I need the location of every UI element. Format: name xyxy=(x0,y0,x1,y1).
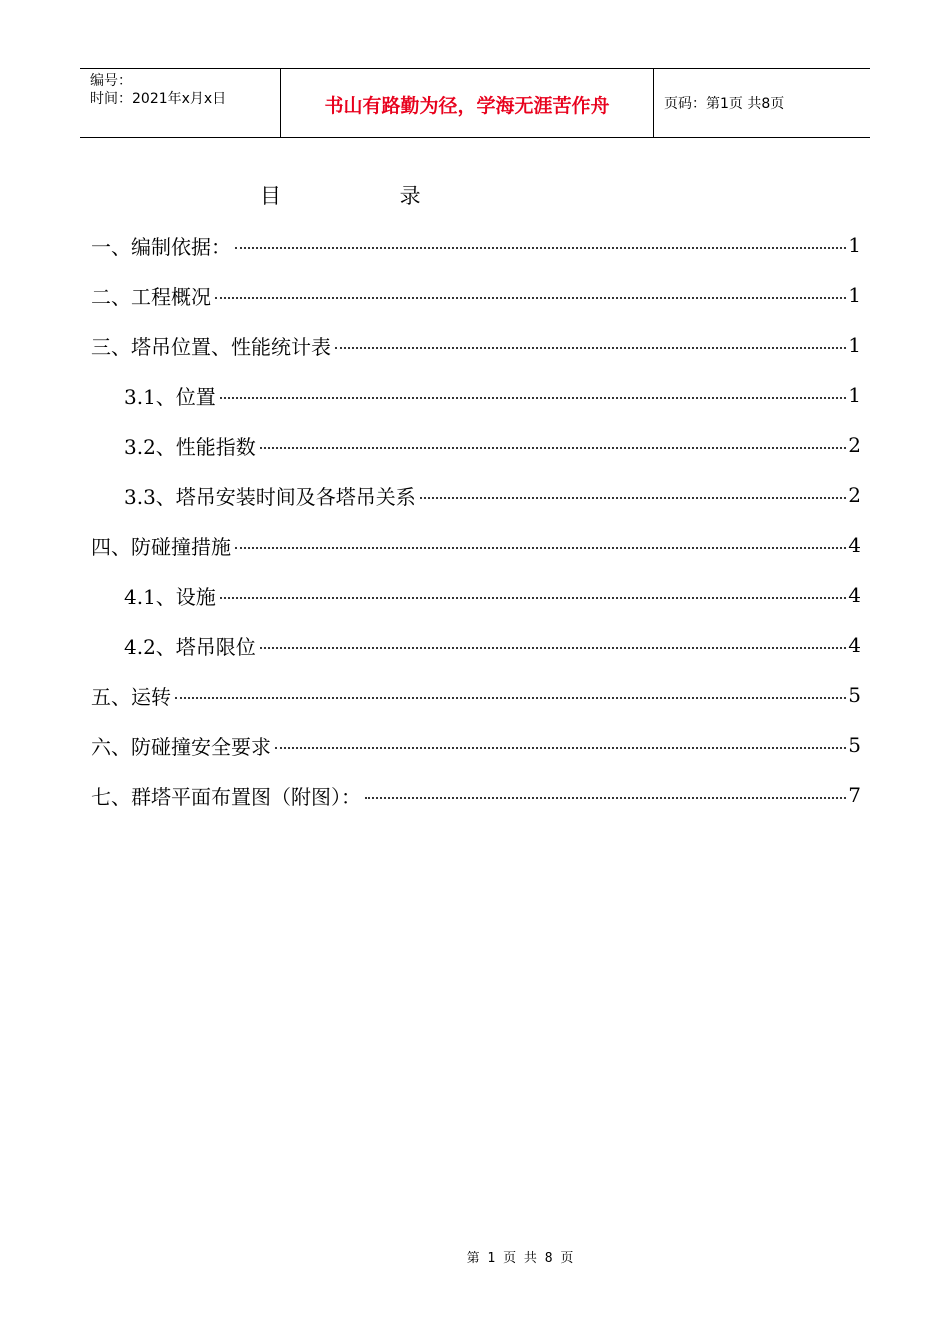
document-date-label: 时间：2021年x月x日 xyxy=(90,91,227,107)
toc-entry-label: 3.3、塔吊安装时间及各塔吊关系 xyxy=(124,484,416,509)
toc-entry-page: 4 xyxy=(848,583,861,607)
toc-entry-label: 七、群塔平面布置图（附图）： xyxy=(91,784,361,809)
toc-dot-leader xyxy=(175,697,846,699)
toc-entry[interactable] xyxy=(91,370,861,420)
toc-entry-label: 五、运转 xyxy=(91,684,171,709)
toc-entry[interactable] xyxy=(91,570,861,620)
toc-entry-label: 一、编制依据： xyxy=(91,234,231,259)
toc-entry[interactable] xyxy=(91,620,861,670)
toc-entry-page: 1 xyxy=(848,233,861,257)
toc-dot-leader xyxy=(260,447,846,449)
toc-entry[interactable] xyxy=(91,220,861,270)
toc-dot-leader xyxy=(235,547,846,549)
toc-entry-page: 2 xyxy=(848,483,861,507)
toc-entry-page: 4 xyxy=(848,633,861,657)
toc-entry-label: 4.1、设施 xyxy=(124,584,216,609)
document-number-label: 编号： xyxy=(90,73,132,89)
toc-entry-page: 7 xyxy=(848,783,861,807)
page-footer: 第 1 页 共 8 页 xyxy=(466,1251,574,1266)
toc-dot-leader xyxy=(220,397,846,399)
toc-entry[interactable] xyxy=(91,320,861,370)
toc-entry[interactable] xyxy=(91,520,861,570)
page-header xyxy=(80,68,870,138)
toc-entry[interactable] xyxy=(91,420,861,470)
toc-entry-page: 4 xyxy=(848,533,861,557)
toc-entry-page: 1 xyxy=(848,333,861,357)
toc-entry-page: 1 xyxy=(848,383,861,407)
header-slogan: 书山有路勤为径，学海无涯苦作舟 xyxy=(281,69,654,137)
toc-entry-label: 4.2、塔吊限位 xyxy=(124,634,256,659)
toc-entry[interactable] xyxy=(91,470,861,520)
toc-entry-page: 2 xyxy=(848,433,861,457)
toc-entry-label: 3.2、性能指数 xyxy=(124,434,256,459)
toc-entry-page: 5 xyxy=(848,733,861,757)
toc-entry[interactable] xyxy=(91,770,861,820)
toc-entry-label: 六、防碰撞安全要求 xyxy=(91,734,271,759)
toc-dot-leader xyxy=(420,497,846,499)
table-of-contents xyxy=(91,220,861,820)
toc-dot-leader xyxy=(275,747,846,749)
toc-entry-label: 二、工程概况 xyxy=(91,284,211,309)
toc-entry-label: 四、防碰撞措施 xyxy=(91,534,231,559)
toc-entry[interactable] xyxy=(91,270,861,320)
toc-dot-leader xyxy=(220,597,846,599)
toc-dot-leader xyxy=(215,297,846,299)
toc-entry-label: 3.1、位置 xyxy=(124,384,216,409)
toc-dot-leader xyxy=(235,247,846,249)
toc-dot-leader xyxy=(365,797,846,799)
header-meta xyxy=(80,69,281,137)
toc-dot-leader xyxy=(260,647,846,649)
toc-entry-page: 5 xyxy=(848,683,861,707)
header-page-info: 页码：第1页 共8页 xyxy=(664,96,785,112)
toc-entry[interactable] xyxy=(91,670,861,720)
toc-title: 目 录 xyxy=(260,184,477,208)
toc-entry[interactable] xyxy=(91,720,861,770)
toc-entry-label: 三、塔吊位置、性能统计表 xyxy=(91,334,331,359)
toc-dot-leader xyxy=(335,347,846,349)
toc-entry-page: 1 xyxy=(848,283,861,307)
